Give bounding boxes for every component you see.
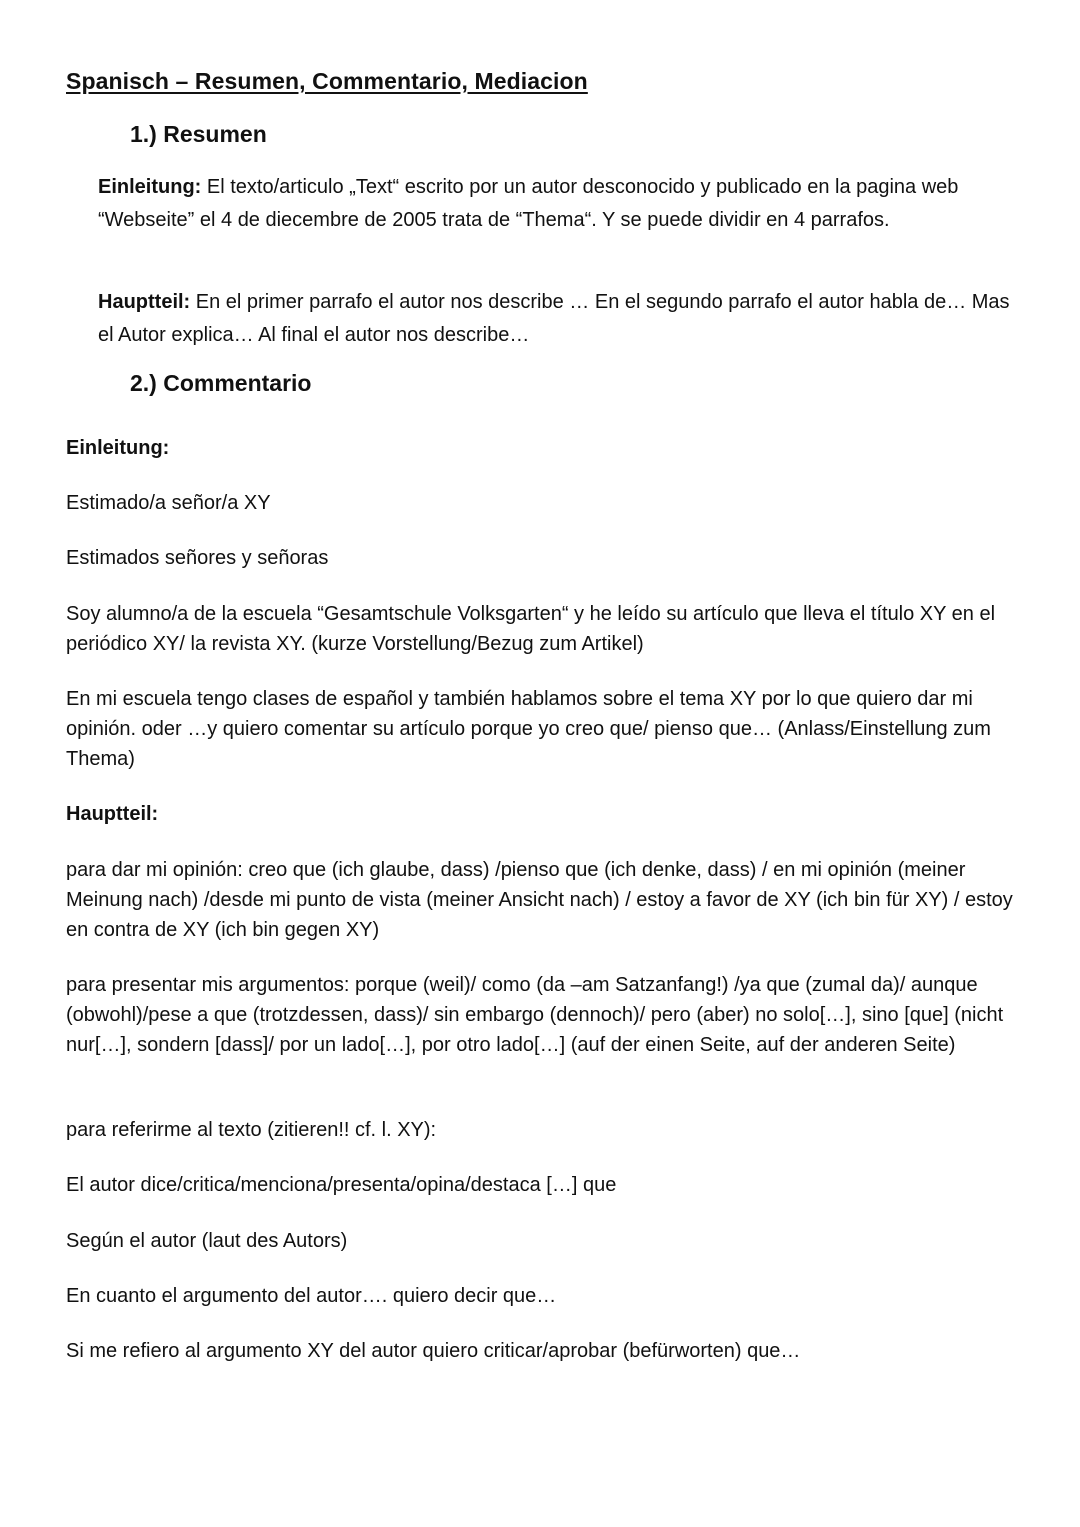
commentario-einleitung-label: Einleitung:: [66, 437, 170, 459]
phrase-paragraph: para dar mi opinión: creo que (ich glaube, dass) /pienso que (ich denke, dass) / en mi opinión (meiner Meinung nach) /desde mi punto de vista (meiner Ansicht nach) / estoy a favor de XY (ich bin für XY) / estoy en contra de XY (ich bin gegen XY): [66, 859, 1013, 941]
phrase-paragraph: El autor dice/critica/menciona/presenta/opina/destaca […] que: [66, 1174, 617, 1196]
phrase-paragraph: Según el autor (laut des Autors): [66, 1230, 348, 1252]
phrase-paragraph: En cuanto el argumento del autor…. quiero decir que…: [66, 1285, 557, 1307]
intro-paragraph: Soy alumno/a de la escuela “Gesamtschule Volksgarten“ y he leído su artículo que lleva el título XY en el periódico XY/ la revista XY. (kurze Vorstellung/Bezug zum Artikel): [66, 603, 996, 655]
resumen-hauptteil-text: En el primer parrafo el autor nos describe … En el segundo parrafo el autor habla de… Mas el Autor explica… Al final el autor nos describe…: [98, 291, 1010, 346]
phrase-paragraph: Si me refiero al argumento XY del autor quiero criticar/aprobar (befürworten) que…: [66, 1340, 801, 1362]
resumen-einleitung-label: Einleitung:: [98, 176, 202, 198]
resumen-einleitung-text: El texto/articulo „Text“ escrito por un autor desconocido y publicado en la pagina web “Webseite” el 4 de diecembre de 2005 trata de “Thema“. Y se puede dividir en 4 parrafos.: [98, 176, 959, 231]
resumen-hauptteil-paragraph: [98, 286, 1013, 352]
commentario-hauptteil-label: Hauptteil:: [66, 803, 159, 825]
phrase-paragraph: para presentar mis argumentos: porque (weil)/ como (da –am Satzanfang!) /ya que (zumal da)/ aunque (obwohl)/pese a que (trotzdessen, dass)/ sin embargo (dennoch)/ pero (aber) no solo[…], sino [que] (nicht nur[…], sondern [dass]/ por un lado[…], por otro lado[…] (auf der einen Seite, auf der anderen Seite): [66, 974, 1004, 1056]
resumen-einleitung-paragraph: [98, 171, 1013, 237]
salutation-line: Estimado/a señor/a XY: [66, 492, 271, 514]
phrase-paragraph: para referirme al texto (zitieren!! cf. l. XY):: [66, 1119, 437, 1141]
resumen-hauptteil-label: Hauptteil:: [98, 291, 191, 313]
salutation-line: Estimados señores y señoras: [66, 547, 329, 569]
section-heading-resumen: 1.) Resumen: [130, 121, 267, 147]
document-title: Spanisch – Resumen, Commentario, Mediacion: [66, 68, 588, 94]
section-heading-commentario: 2.) Commentario: [130, 370, 312, 396]
intro-paragraph: En mi escuela tengo clases de español y también hablamos sobre el tema XY por lo que quiero dar mi opinión. oder …y quiero comentar su artículo porque yo creo que/ pienso que… (Anlass/Einstellung zum Thema): [66, 688, 991, 770]
